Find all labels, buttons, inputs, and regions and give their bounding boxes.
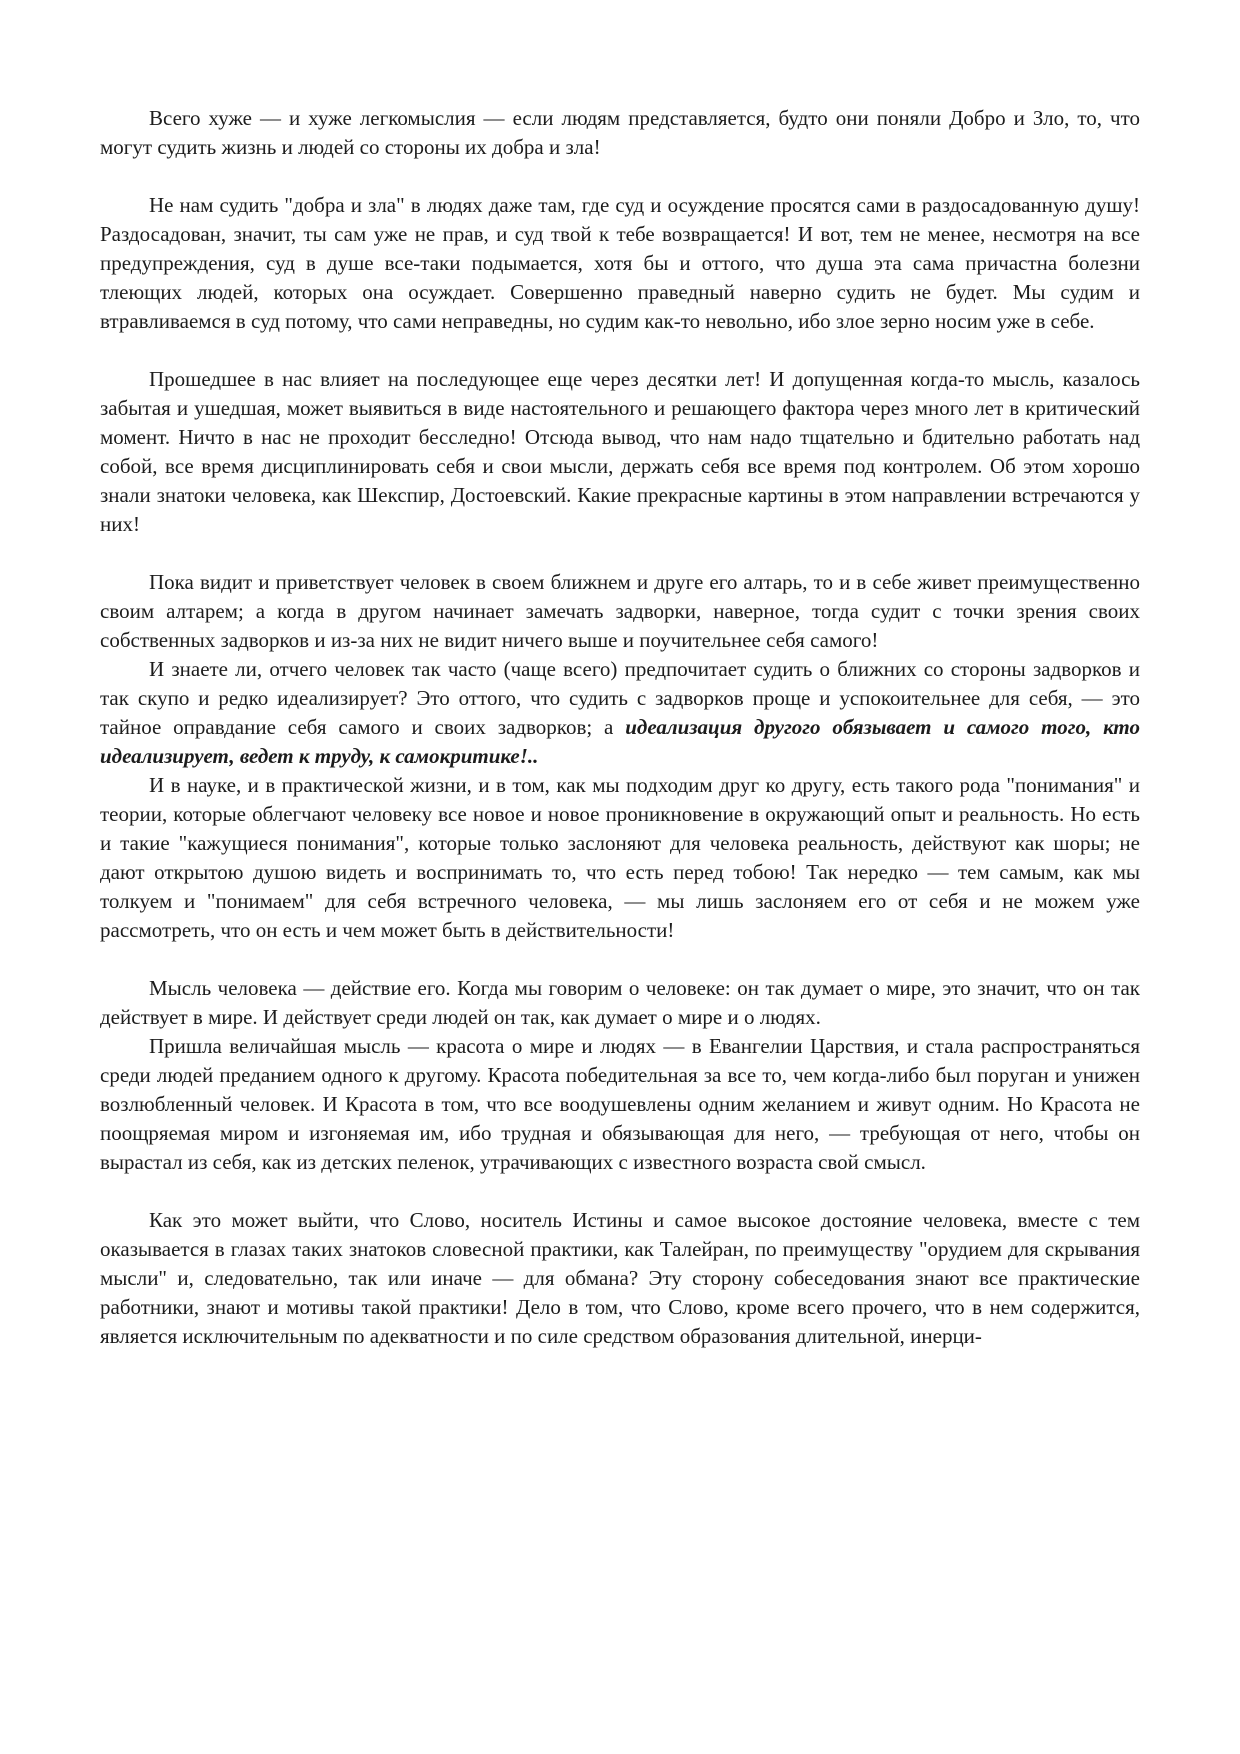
paragraph [100, 1206, 1140, 1351]
paragraph-text: Пока видит и приветствует человек в своем ближнем и друге его алтарь, то и в себе живет преимущественно своим алтарем; а когда в другом начинает замечать задворки, наверное, тогда судит с точки зрения своих собственных задворков и из-за них не видит ничего выше и поучительнее себя самого! [100, 570, 1140, 652]
paragraph-text: Пришла величайшая мысль — красота о мире и людях — в Евангелии Царствия, и стала распространяться среди людей преданием одного к другому. Красота победительная за все то, чем когда-либо был поруган и унижен возлюбленный человек. И Красота в том, что все воодушевлены одним желанием и живут одним. Но Красота не поощряемая миром и изгоняемая им, ибо трудная и обязывающая для него, — требующая от него, чтобы он вырастал из себя, как из детских пеленок, утрачивающих с известного возраста свой смысл. [100, 1034, 1140, 1174]
paragraph [100, 974, 1140, 1032]
paragraph-text: И знаете ли, отчего человек так часто (чаще всего) предпочитает судить о ближних со стороны задворков и так скупо и редко идеализирует? Это оттого, что судить с задворков проще и успокоительнее для себя, — это тайное оправдание себя самого и своих задворков; а [100, 657, 1140, 739]
paragraph-text: Как это может выйти, что Слово, носитель Истины и самое высокое достояние человека, вместе с тем оказывается в глазах таких знатоков словесной практики, как Талейран, по преимуществу "орудием для скрывания мысли" и, следовательно, так или иначе — для обмана? Эту сторону собеседования знают все практические работники, знают и мотивы такой практики! Дело в том, что Слово, кроме всего прочего, что в нем содержится, является исключительным по адекватности и по силе средством образования длительной, инерци- [100, 1208, 1140, 1348]
paragraph-text: Мысль человека — действие его. Когда мы говорим о человеке: он так думает о мире, это значит, что он так действует в мире. И действует среди людей он так, как думает о мире и о людях. [100, 976, 1140, 1029]
paragraph [100, 365, 1140, 539]
emphasized-text: идеализация другого обязывает и самого того, кто идеализирует, ведет к труду, к самокритике!.. [100, 715, 1140, 768]
paragraph [100, 655, 1140, 771]
paragraph [100, 1032, 1140, 1177]
paragraph-text: И в науке, и в практической жизни, и в том, как мы подходим друг ко другу, есть такого рода "понимания" и теории, которые облегчают человеку все новое и новое проникновение в окружающий опыт и реальность. Но есть и такие "кажущиеся понимания", которые только заслоняют для человека реальность, действуют как шоры; не дают открытою душою видеть и воспринимать то, что есть перед тобою! Так нередко — тем самым, как мы толкуем и "понимаем" для себя встречного человека, — мы лишь заслоняем его от себя и не можем уже рассмотреть, что он есть и чем может быть в действительности! [100, 773, 1140, 942]
paragraph-text: Не нам судить "добра и зла" в людях даже там, где суд и осуждение просятся сами в раздосадованную душу! Раздосадован, значит, ты сам уже не прав, и суд твой к тебе возвращается! И вот, тем не менее, несмотря на все предупреждения, суд в душе все-таки подымается, хотя бы и оттого, что душа эта сама причастна болезни тлеющих людей, которых она осуждает. Совершенно праведный наверно судить не будет. Мы судим и втравливаемся в суд потому, что сами неправедны, но судим как-то невольно, ибо злое зерно носим уже в себе. [100, 193, 1140, 333]
paragraph-text: Всего хуже — и хуже легкомыслия — если людям представляется, будто они поняли Добро и Зло, то, что могут судить жизнь и людей со стороны их добра и зла! [100, 106, 1140, 159]
paragraph [100, 104, 1140, 162]
paragraph [100, 191, 1140, 336]
paragraph-text: Прошедшее в нас влияет на последующее еще через десятки лет! И допущенная когда-то мысль, казалось забытая и ушедшая, может выявиться в виде настоятельного и решающего фактора через много лет в критический момент. Ничто в нас не проходит бесследно! Отсюда вывод, что нам надо тщательно и бдительно работать над собой, все время дисциплинировать себя и свои мысли, держать себя все время под контролем. Об этом хорошо знали знатоки человека, как Шекспир, Достоевский. Какие прекрасные картины в этом направлении встречаются у них! [100, 367, 1140, 536]
paragraph [100, 771, 1140, 945]
paragraph [100, 568, 1140, 655]
